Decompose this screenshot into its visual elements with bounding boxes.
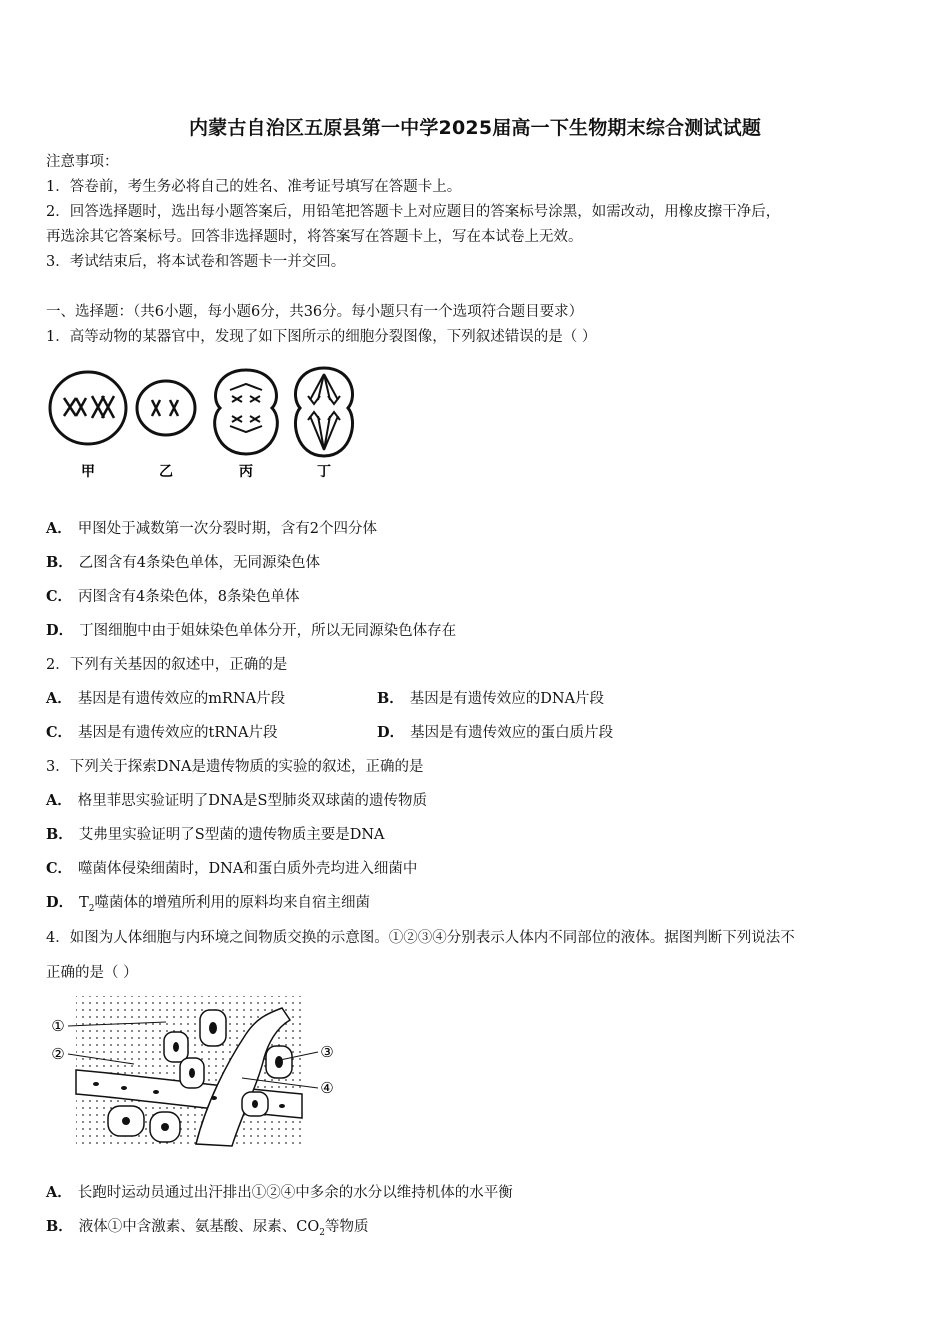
page-title: 内蒙古自治区五原县第一中学2025届高一下生物期末综合测试试题 <box>188 117 762 139</box>
cell-yi <box>137 381 195 435</box>
option-text: 基因是有遗传效应的mRNA片段 <box>77 691 286 707</box>
q3-option-d <box>46 893 370 919</box>
option-label: D． <box>46 894 74 911</box>
q1-option-b <box>46 553 320 573</box>
q3-option-b <box>46 825 384 845</box>
option-text: 基因是有遗传效应的tRNA片段 <box>78 725 278 741</box>
question-4-stem: 4．如图为人体细胞与内环境之间物质交换的示意图。①②③④分别表示人体内不同部位的液体。据图判断下列说法不 <box>46 930 795 946</box>
option-text: 丙图含有4条染色体，8条染色单体 <box>78 589 300 605</box>
option-label: B． <box>46 1218 73 1235</box>
option-text: 乙图含有4条染色单体，无同源染色体 <box>78 555 320 571</box>
option-text-prefix: T <box>79 895 89 911</box>
option-label: A． <box>46 520 72 537</box>
q3-option-a <box>46 791 427 811</box>
figure-label-bing: 丙 <box>239 464 253 480</box>
option-label: C． <box>46 724 73 741</box>
label-fluid-3: ③ <box>320 1043 334 1061</box>
question-1-stem: 1．高等动物的某器官中，发现了如下图所示的细胞分裂图像，下列叙述错误的是（ ） <box>46 329 597 345</box>
question-3-stem: 3．下列关于探索DNA是遗传物质的实验的叙述，正确的是 <box>46 759 424 775</box>
label-fluid-4: ④ <box>320 1079 334 1097</box>
option-text: 丁图细胞中由于姐妹染色单体分开，所以无同源染色体存在 <box>79 623 457 639</box>
option-label: A． <box>46 690 72 707</box>
label-fluid-1: ① <box>51 1017 65 1035</box>
notice-item: 2．回答选择题时，选出每小题答案后，用铅笔把答题卡上对应题目的答案标号涂黑，如需改动，用橡皮擦干净后， <box>46 204 781 220</box>
q2-option-b <box>377 689 604 709</box>
notice-item: 再选涂其它答案标号。回答非选择题时，将答案写在答题卡上，写在本试卷上无效。 <box>46 229 583 245</box>
question-2-stem: 2．下列有关基因的叙述中，正确的是 <box>46 657 288 673</box>
option-text: 噬菌体侵染细菌时，DNA和蛋白质外壳均进入细菌中 <box>78 861 418 877</box>
option-text: 艾弗里实验证明了S型菌的遗传物质主要是DNA <box>78 827 385 843</box>
option-text: 基因是有遗传效应的DNA片段 <box>409 691 605 707</box>
option-text-suffix: 等物质 <box>324 1219 369 1235</box>
option-label: A． <box>46 1184 72 1201</box>
option-label: D． <box>377 724 405 741</box>
option-label: B． <box>377 690 404 707</box>
cell-bing <box>215 370 278 454</box>
tissue-exchange-figure <box>46 994 346 1154</box>
notice-heading: 注意事项： <box>46 154 119 170</box>
q2-option-c <box>46 723 277 743</box>
option-label: B． <box>46 554 73 571</box>
section-heading: 一、选择题：（共6小题，每小题6分，共36分。每小题只有一个选项符合题目要求） <box>46 304 584 320</box>
q1-option-a <box>46 519 377 539</box>
option-label: C． <box>46 588 73 605</box>
question-4-stem-continued: 正确的是（ ） <box>46 965 138 981</box>
notice-item: 3．考试结束后，将本试卷和答题卡一并交回。 <box>46 254 346 270</box>
option-text: 格里菲思实验证明了DNA是S型肺炎双球菌的遗传物质 <box>77 793 427 809</box>
q2-option-d <box>377 723 613 743</box>
q3-option-c <box>46 859 417 879</box>
option-text-subscript: 2 <box>88 903 95 914</box>
option-text: 甲图处于减数第一次分裂时期，含有2个四分体 <box>77 521 377 537</box>
q1-option-c <box>46 587 300 607</box>
option-text-prefix: 液体①中含激素、氨基酸、尿素、CO <box>78 1219 320 1235</box>
notice-item: 1．答卷前，考生务必将自己的姓名、准考证号填写在答题卡上。 <box>46 179 462 195</box>
option-label: B． <box>46 826 73 843</box>
q4-option-a <box>46 1183 513 1203</box>
option-label: A． <box>46 792 72 809</box>
figure-label-yi: 乙 <box>159 464 173 480</box>
option-text-suffix: 噬菌体的增殖所利用的原料均来自宿主细菌 <box>94 895 370 911</box>
label-fluid-2: ② <box>51 1045 65 1063</box>
option-text: 基因是有遗传效应的蛋白质片段 <box>410 725 614 741</box>
option-label: C． <box>46 860 73 877</box>
option-text: 长跑时运动员通过出汗排出①②④中多余的水分以维持机体的水平衡 <box>77 1185 513 1201</box>
q1-option-d <box>46 621 456 641</box>
figure-label-ding: 丁 <box>317 464 331 480</box>
cell-division-figure <box>46 360 366 485</box>
figure-label-jia: 甲 <box>81 464 95 480</box>
q2-option-a <box>46 689 285 709</box>
cell-jia <box>50 372 126 444</box>
q4-option-b <box>46 1217 368 1243</box>
option-label: D． <box>46 622 74 639</box>
option-text-subscript: 2 <box>319 1227 325 1238</box>
cell-ding <box>295 368 352 456</box>
